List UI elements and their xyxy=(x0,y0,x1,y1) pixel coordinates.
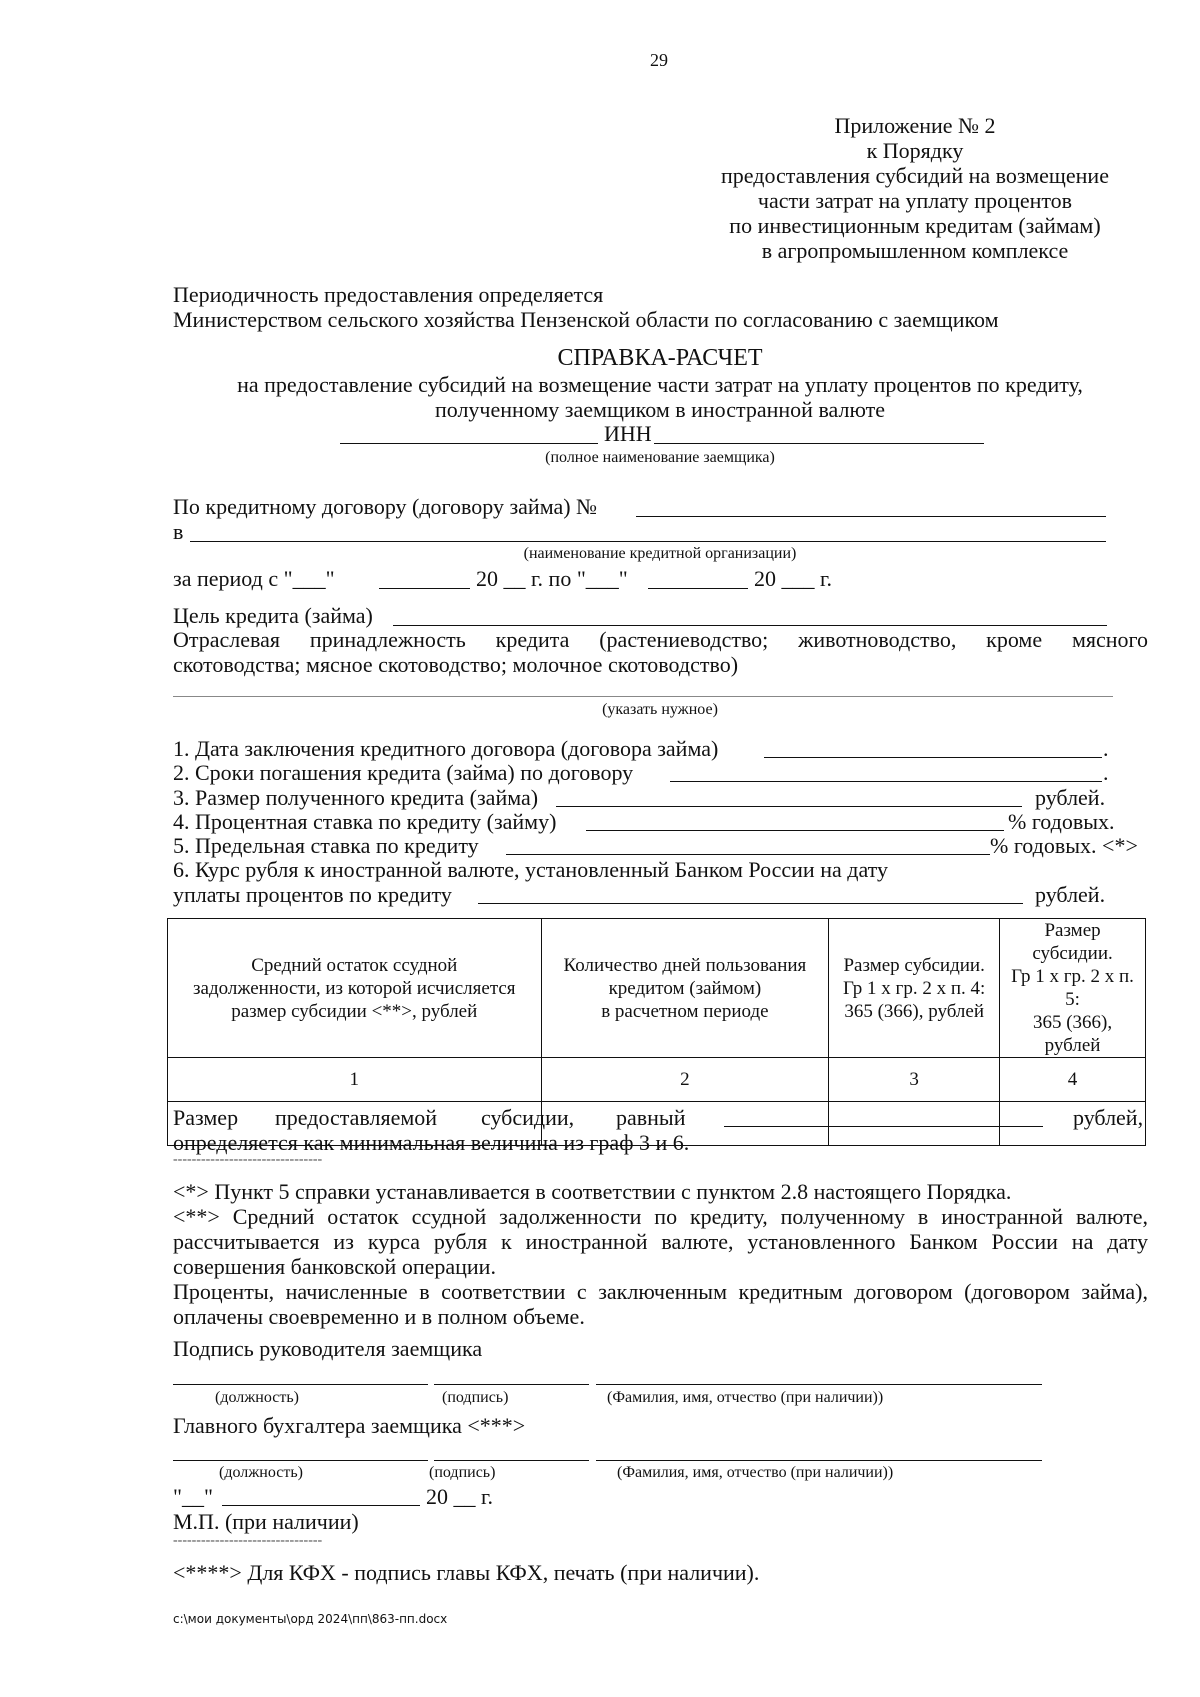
appendix-line: к Порядку xyxy=(866,138,964,163)
item-5-field[interactable] xyxy=(506,854,990,855)
in-label: в xyxy=(173,519,184,544)
accountant-signature-field[interactable] xyxy=(434,1460,589,1461)
period-end-month-field[interactable] xyxy=(648,588,748,589)
subsidy-amount-field[interactable] xyxy=(724,1126,1043,1127)
position-caption: (должность) xyxy=(219,1464,303,1481)
date-suffix: 20 __ г. xyxy=(426,1484,494,1509)
interest-statement: оплачены своевременно и в полном объеме. xyxy=(173,1304,585,1329)
appendix-line: части затрат на уплату процентов xyxy=(757,188,1073,213)
column-number: 1 xyxy=(168,1058,542,1102)
subsidy-line-2: определяется как минимальная величина из граф 3 и 6. xyxy=(173,1130,690,1155)
period-end: 20 ___ г. xyxy=(754,566,833,591)
item-2-label: 2. Сроки погашения кредита (займа) по договору xyxy=(173,760,634,785)
table-header-cell: Средний остаток ссудной задолженности, из которой исчисляется размер субсидии <**>, рублей xyxy=(168,919,542,1058)
period-prefix: за период с "___" xyxy=(173,566,335,591)
accountant-signature-label: Главного бухгалтера заемщика <***> xyxy=(173,1413,526,1438)
inn-field[interactable] xyxy=(654,443,984,444)
interest-statement: Проценты, начисленные в соответствии с заключенным кредитным договором (договором займа), xyxy=(173,1279,1148,1304)
industry-line: скотоводства; мясное скотоводство; молочное скотоводство) xyxy=(173,652,739,677)
specify-caption: (указать нужное) xyxy=(602,701,718,718)
credit-org-caption: (наименование кредитной организации) xyxy=(523,545,797,562)
item-5-label: 5. Предельная ставка по кредиту xyxy=(173,833,479,858)
subtitle-line: полученному заемщиком в иностранной валюте xyxy=(434,397,886,422)
date-prefix: "__" xyxy=(173,1484,213,1509)
fio-caption: (Фамилия, имя, отчество (при наличии)) xyxy=(617,1464,894,1481)
item-6-label-cont: уплаты процентов по кредиту xyxy=(173,882,452,907)
footnote-2-line: рассчитывается из курса рубля к иностранной валюте, установленного Банком России на дату xyxy=(173,1229,1148,1254)
column-number: 4 xyxy=(1000,1058,1146,1102)
item-3-suffix: рублей. xyxy=(1035,785,1106,810)
stamp-label: М.П. (при наличии) xyxy=(173,1509,359,1534)
head-name-field[interactable] xyxy=(596,1384,1042,1385)
signature-caption: (подпись) xyxy=(442,1389,509,1406)
accountant-name-field[interactable] xyxy=(596,1460,1042,1461)
subsidy-word: субсидии, xyxy=(481,1105,575,1130)
page-number: 29 xyxy=(650,50,668,70)
table-header-row xyxy=(168,919,1146,1058)
borrower-caption: (полное наименование заемщика) xyxy=(545,449,775,466)
subsidy-word: рублей, xyxy=(1073,1105,1144,1130)
item-3-label: 3. Размер полученного кредита (займа) xyxy=(173,785,539,810)
subsidy-word: Размер xyxy=(173,1105,239,1130)
purpose-label: Цель кредита (займа) xyxy=(173,603,373,628)
doc-title: СПРАВКА-РАСЧЕТ xyxy=(557,345,763,371)
footer-file-path: c:\мои документы\орд 2024\пп\863-пп.docx xyxy=(173,1612,448,1626)
contract-number-field[interactable] xyxy=(636,516,1106,517)
item-5-suffix: % годовых. <*> xyxy=(990,833,1138,858)
contract-label: По кредитному договору (договору займа) № xyxy=(173,494,598,519)
position-caption: (должность) xyxy=(215,1389,299,1406)
footnote-1: <*> Пункт 5 справки устанавливается в соответствии с пунктом 2.8 настоящего Порядка. xyxy=(173,1179,1012,1204)
footnote-separator: -------------------------------- xyxy=(173,1152,323,1167)
credit-org-field[interactable] xyxy=(190,541,1106,542)
head-signature-field[interactable] xyxy=(434,1384,589,1385)
subsidy-word: равный xyxy=(616,1105,686,1130)
item-6-field[interactable] xyxy=(478,903,1023,904)
item-1-label: 1. Дата заключения кредитного договора (договора займа) xyxy=(173,736,719,761)
column-number: 3 xyxy=(829,1058,1000,1102)
head-signature-label: Подпись руководителя заемщика xyxy=(173,1336,483,1361)
borrower-name-field[interactable] xyxy=(340,443,598,444)
date-field[interactable] xyxy=(222,1505,420,1506)
item-2-field[interactable] xyxy=(670,781,1102,782)
inn-label: ИНН xyxy=(604,421,652,446)
periodicity-line: Министерством сельского хозяйства Пензенской области по согласованию с заемщиком xyxy=(173,307,999,332)
period-mid: 20 __ г. по "___" xyxy=(476,566,628,591)
column-number: 2 xyxy=(541,1058,829,1102)
item-2-period: . xyxy=(1103,760,1109,785)
periodicity-line: Периодичность предоставления определяется xyxy=(173,282,604,307)
item-4-label: 4. Процентная ставка по кредиту (займу) xyxy=(173,809,557,834)
fio-caption: (Фамилия, имя, отчество (при наличии)) xyxy=(607,1389,884,1406)
subsidy-word: предоставляемой xyxy=(275,1105,438,1130)
table-number-row xyxy=(168,1058,1146,1102)
industry-field[interactable] xyxy=(173,696,1113,697)
table-cell-input[interactable] xyxy=(829,1102,1000,1146)
appendix-line: Приложение № 2 xyxy=(834,113,996,138)
period-start-month-field[interactable] xyxy=(379,588,470,589)
footnote-2-line: <**> Средний остаток ссудной задолженности по кредиту, полученному в иностранной валюте, xyxy=(173,1204,1148,1229)
item-1-field[interactable] xyxy=(764,757,1102,758)
table-header-cell: Размер субсидии. Гр 1 х гр. 2 х п. 4: 365 (366), рублей xyxy=(829,919,1000,1058)
appendix-header xyxy=(690,113,1140,263)
head-position-field[interactable] xyxy=(173,1384,428,1385)
kfh-footnote: <****> Для КФХ - подпись главы КФХ, печать (при наличии). xyxy=(173,1560,760,1585)
accountant-position-field[interactable] xyxy=(173,1460,428,1461)
footnote-2-line: совершения банковской операции. xyxy=(173,1254,496,1279)
appendix-line: по инвестиционным кредитам (займам) xyxy=(729,213,1101,238)
item-4-field[interactable] xyxy=(586,830,1004,831)
table-header-cell: Количество дней пользования кредитом (займом) в расчетном периоде xyxy=(541,919,829,1058)
industry-line: Отраслевая принадлежность кредита (растениеводство; животноводство, кроме мясного xyxy=(173,627,1148,652)
table-header-cell: Размер субсидии. Гр 1 х гр. 2 х п. 5: 365 (366), рублей xyxy=(1000,919,1146,1058)
item-6-suffix: рублей. xyxy=(1035,882,1106,907)
item-4-suffix: % годовых. xyxy=(1008,809,1115,834)
signature-caption: (подпись) xyxy=(429,1464,496,1481)
item-3-field[interactable] xyxy=(556,806,1022,807)
footnote-separator: -------------------------------- xyxy=(173,1533,323,1548)
item-6-label: 6. Курс рубля к иностранной валюте, установленный Банком России на дату xyxy=(173,857,888,882)
appendix-line: в агропромышленном комплексе xyxy=(761,238,1069,263)
subtitle-line: на предоставление субсидий на возмещение части затрат на уплату процентов по кредиту, xyxy=(237,372,1083,397)
item-1-period: . xyxy=(1103,736,1109,761)
appendix-line: предоставления субсидий на возмещение xyxy=(721,163,1109,188)
purpose-field[interactable] xyxy=(393,625,1107,626)
